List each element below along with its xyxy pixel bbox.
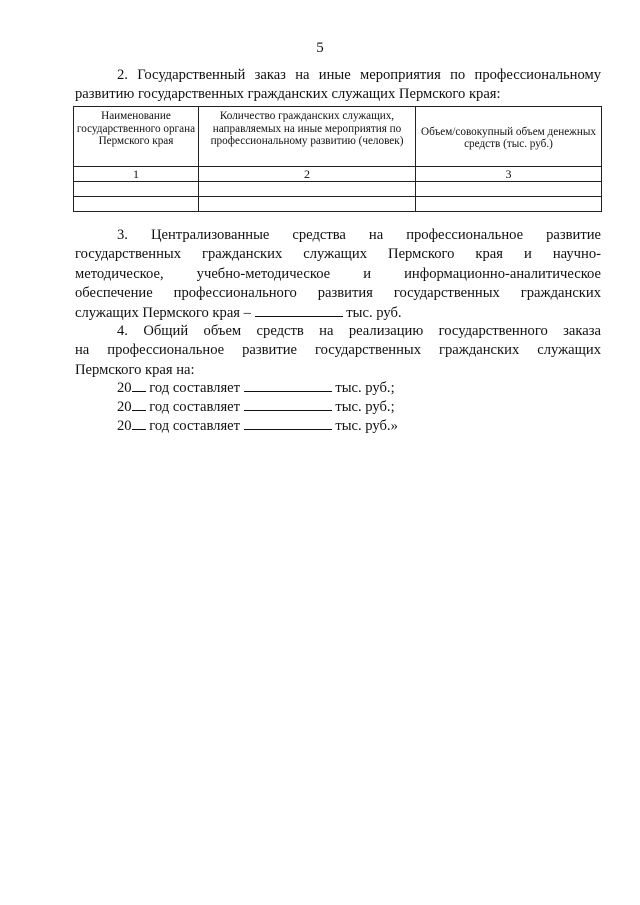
amount-blank — [255, 303, 343, 317]
amount-blank — [244, 416, 332, 430]
year-text: год составляет — [149, 418, 241, 434]
year-line — [117, 416, 398, 436]
year-blank — [132, 397, 146, 411]
table-cell — [74, 182, 199, 197]
year-blank — [132, 416, 146, 430]
section-3-line: государственных гражданских служащих Пермского края и научно- — [75, 246, 601, 263]
section-2-heading-cont — [75, 85, 601, 104]
table-row — [74, 197, 602, 212]
year-unit: тыс. руб.» — [335, 418, 398, 434]
section-3-line: обеспечение профессионального развития государственных гражданских — [75, 284, 601, 301]
table-cell — [416, 197, 602, 212]
state-order-table — [73, 106, 602, 212]
table-header-row — [74, 107, 602, 167]
year-text: год составляет — [149, 380, 241, 396]
page-number: 5 — [316, 40, 324, 56]
section-2-line: развитию государственных гражданских служащих Пермского края: — [75, 86, 501, 102]
table-header-cell: Наименование государственного органа Пермского края — [74, 107, 199, 167]
section-3-line: методическое, учебно-методическое и информационно-аналитическое — [75, 265, 601, 282]
section-4-paragraph — [75, 322, 601, 380]
section-4-line: 4. Общий объем средств на реализацию государственного заказа — [117, 323, 601, 339]
section-2-line: 2. Государственный заказ на иные мероприятия по профессиональному — [117, 67, 601, 83]
year-line — [117, 378, 395, 398]
table-cell — [199, 197, 416, 212]
section-3-text: служащих Пермского края – — [75, 305, 251, 322]
section-3-last-line — [75, 303, 601, 323]
amount-blank — [244, 397, 332, 411]
table-header-cell: Количество гражданских служащих, направляемых на иные мероприятия по профессиональному развитию (человек) — [199, 107, 416, 167]
year-prefix: 20 — [117, 399, 132, 415]
column-number: 1 — [74, 167, 199, 182]
year-prefix: 20 — [117, 418, 132, 434]
section-3-paragraph — [75, 226, 601, 323]
year-unit: тыс. руб.; — [335, 399, 395, 415]
year-unit: тыс. руб.; — [335, 380, 395, 396]
year-line — [117, 397, 395, 417]
amount-blank — [244, 378, 332, 392]
table-cell — [416, 182, 602, 197]
table-row — [74, 182, 602, 197]
section-3-line: 3. Централизованные средства на профессиональное развитие — [117, 227, 601, 243]
year-text: год составляет — [149, 399, 241, 415]
table-column-number-row — [74, 167, 602, 182]
section-2-heading — [75, 66, 601, 85]
column-number: 3 — [416, 167, 602, 182]
section-4-line: Пермского края на: — [75, 361, 195, 378]
section-3-unit: тыс. руб. — [346, 305, 402, 322]
section-4-line: на профессиональное развитие государственных гражданских служащих — [75, 342, 601, 359]
year-prefix: 20 — [117, 380, 132, 396]
year-blank — [132, 378, 146, 392]
table-header-cell: Объем/совокупный объем денежных средств (тыс. руб.) — [416, 107, 602, 167]
table-cell — [74, 197, 199, 212]
table-cell — [199, 182, 416, 197]
column-number: 2 — [199, 167, 416, 182]
